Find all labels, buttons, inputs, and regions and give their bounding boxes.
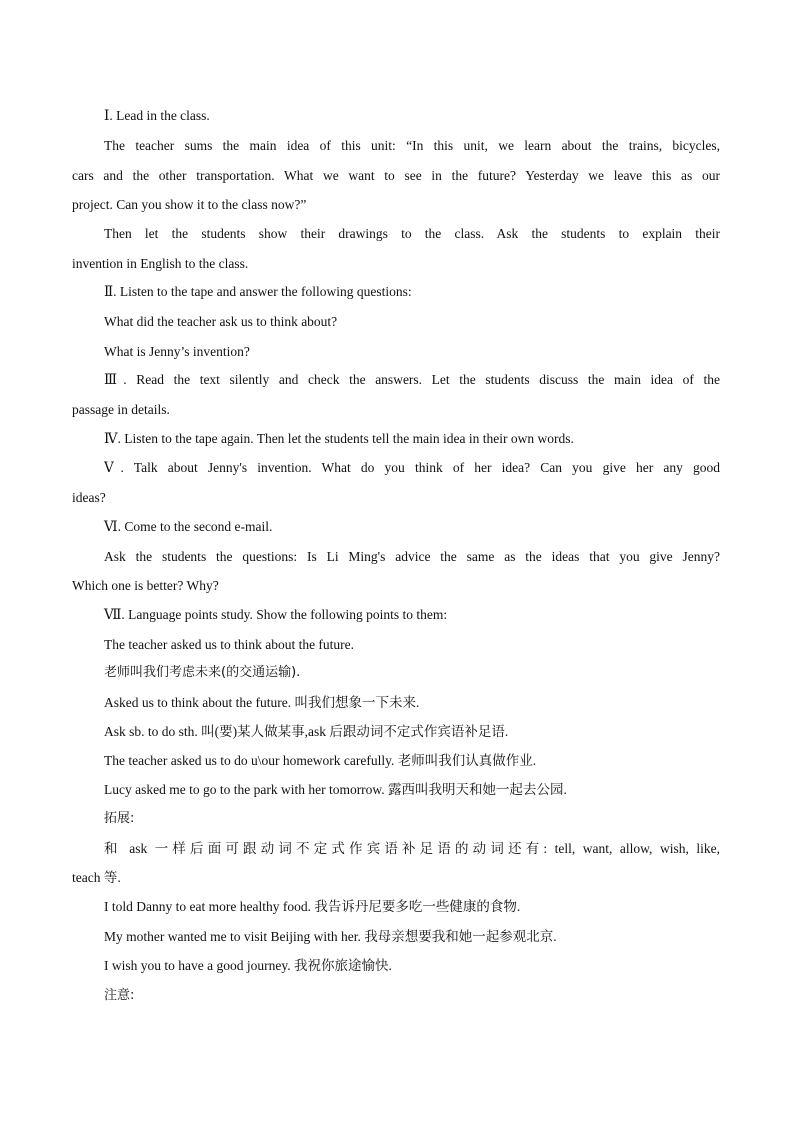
extension-note: teach 等.	[72, 870, 121, 885]
section-6-heading: Ⅵ. Come to the second e-mail.	[104, 519, 273, 534]
paragraph-line: Ask the students the questions: Is Li Ming's advice the same as the ideas that you give Jenny?	[104, 549, 720, 564]
example-sentence: I told Danny to eat more healthy food. 我告诉丹尼要多吃一些健康的食物.	[104, 899, 521, 914]
paragraph-line: Then let the students show their drawings to the class. Ask the students to explain their	[104, 226, 720, 241]
extension-note: 和 ask 一样后面可跟动词不定式作宾语补足语的动词还有: tell, want, allow, wish, like,	[104, 841, 720, 856]
example-sentence: I wish you to have a good journey. 我祝你旅途愉快.	[104, 958, 392, 973]
question-line: What did the teacher ask us to think about?	[104, 314, 338, 329]
example-sentence: Lucy asked me to go to the park with her tomorrow. 露西叫我明天和她一起去公园.	[104, 782, 567, 797]
paragraph-line: invention in English to the class.	[72, 256, 249, 271]
paragraph-line: project. Can you show it to the class now?”	[72, 197, 307, 212]
question-line: What is Jenny’s invention?	[104, 344, 250, 359]
section-7-heading: Ⅶ. Language points study. Show the following points to them:	[104, 607, 448, 622]
section-3-heading: Ⅲ. Read the text silently and check the answers. Let the students discuss the main idea of the	[104, 372, 720, 387]
note-heading: 注意:	[104, 988, 135, 1003]
translation-line: 老师叫我们考虑未来(的交通运输).	[104, 665, 301, 680]
paragraph-line: Which one is better? Why?	[72, 578, 219, 593]
grammar-note: Ask sb. to do sth. 叫(要)某人做某事,ask 后跟动词不定式作宾语补足语.	[104, 724, 509, 739]
section-1-heading: Ⅰ. Lead in the class.	[104, 108, 210, 123]
example-sentence: The teacher asked us to think about the future.	[104, 637, 355, 652]
paragraph-line: ideas?	[72, 490, 106, 505]
paragraph-line: cars and the other transportation. What we want to see in the future? Yesterday we leave this as our	[72, 168, 720, 183]
paragraph-line: The teacher sums the main idea of this unit: “In this unit, we learn about the trains, bicycles,	[104, 138, 720, 153]
section-5-heading: Ⅴ. Talk about Jenny's invention. What do you think of her idea? Can you give her any good	[104, 460, 720, 475]
example-sentence: Asked us to think about the future. 叫我们想象一下未来.	[104, 695, 420, 710]
extension-heading: 拓展:	[104, 811, 135, 826]
paragraph-line: passage in details.	[72, 402, 170, 417]
section-4-heading: Ⅳ. Listen to the tape again. Then let the students tell the main idea in their own words.	[104, 431, 574, 446]
section-2-heading: Ⅱ. Listen to the tape and answer the following questions:	[104, 284, 412, 299]
example-sentence: The teacher asked us to do u\our homework carefully. 老师叫我们认真做作业.	[104, 753, 537, 768]
example-sentence: My mother wanted me to visit Beijing with her. 我母亲想要我和她一起参观北京.	[104, 929, 557, 944]
